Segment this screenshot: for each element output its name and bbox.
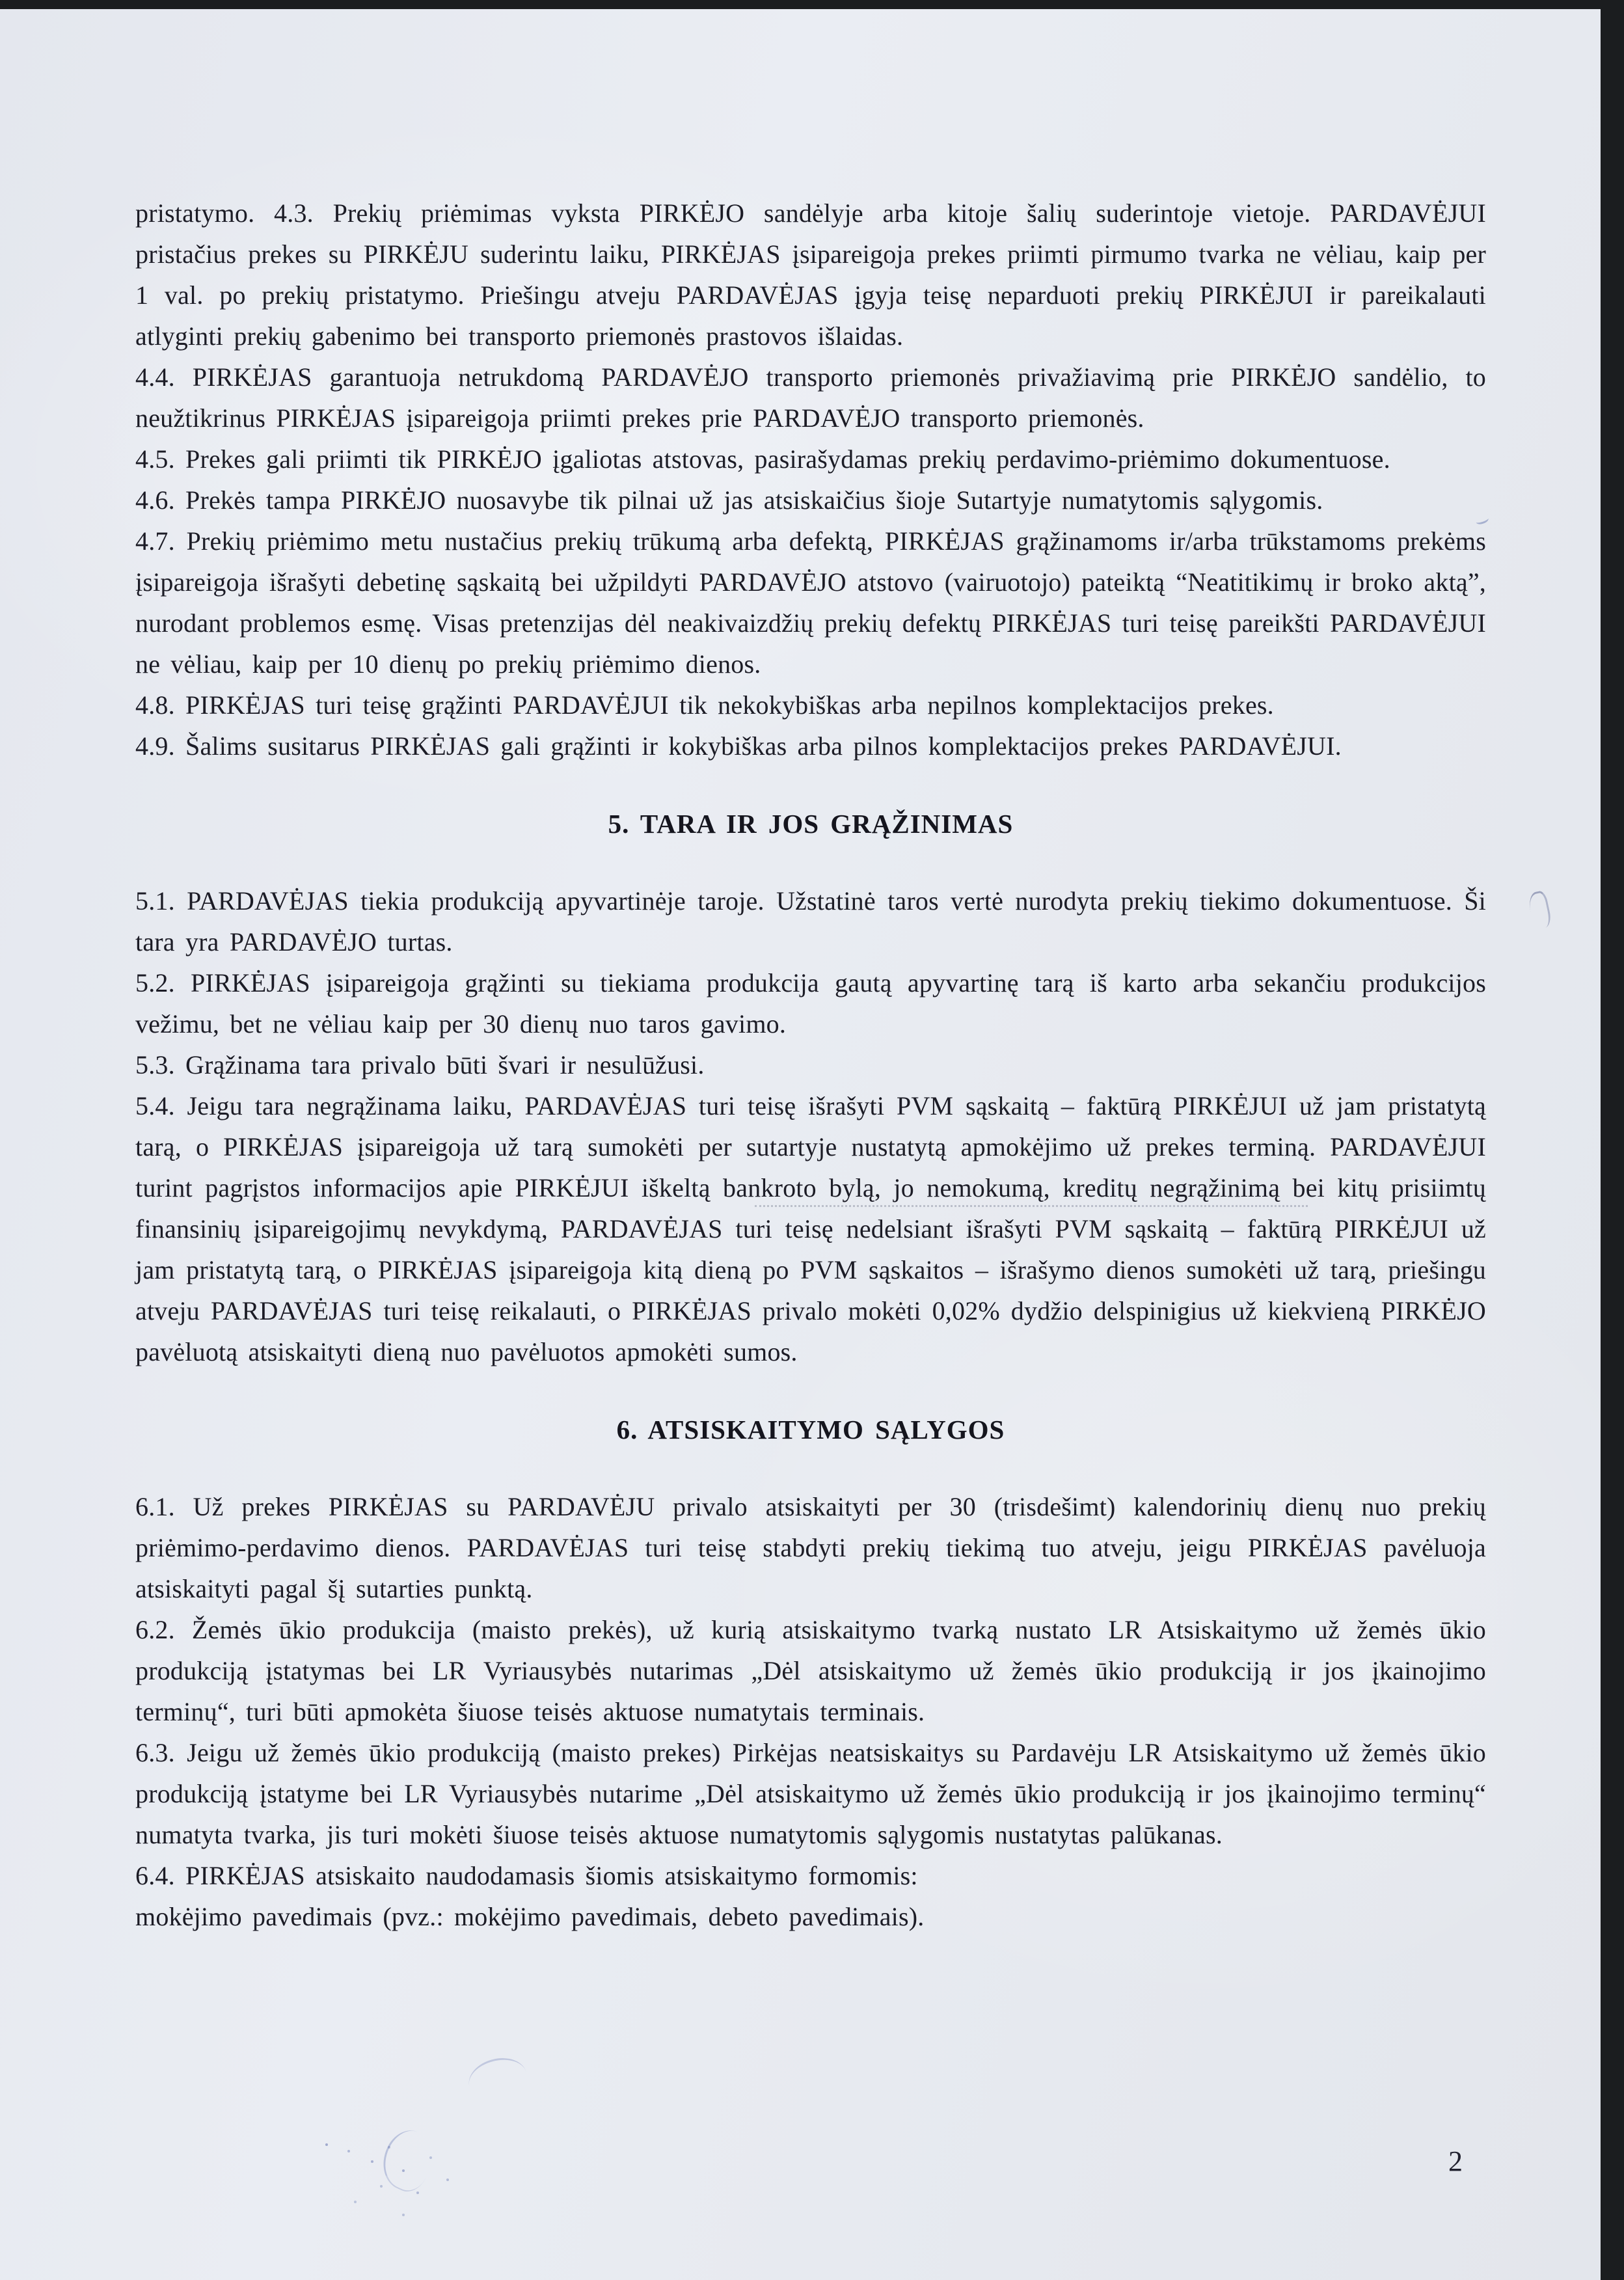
ink-smudge-bottom-left: [286, 2104, 534, 2234]
clause-4-4: 4.4. PIRKĖJAS garantuoja netrukdomą PARDAVĖJO transporto priemonės privažiavimą prie PIRKĖJO sandėlio, to neužtikrinus PIRKĖJAS įsipareigoja priimti prekes prie PARDAVĖJO transporto priemonės.: [135, 362, 1486, 433]
scanner-dots-artifact: [755, 1205, 1308, 1207]
clause-4-3: pristatymo. 4.3. Prekių priėmimas vyksta PIRKĖJO sandėlyje arba kitoje šalių suderintoje vietoje. PARDAVĖJUI pristačius prekes su PIRKĖJU suderintu laiku, PIRKĖJAS įsipareigoja prekes priimti pirmumo tvarka ne vėliau, kaip per 1 val. po prekių pristatymo. Priešingu atveju PARDAVĖJAS įgyja teisę neparduoti prekių PIRKĖJUI ir pareikalauti atlyginti prekių gabenimo bei transporto priemonės prastovos išlaidas.: [135, 198, 1486, 351]
clause-5-1: 5.1. PARDAVĖJAS tiekia produkciją apyvartinėje taroje. Užstatinė taros vertė nurodyta prekių tiekimo dokumentuose. Ši tara yra PARDAVĖJO turtas.: [135, 886, 1486, 957]
ink-smudge-arc: [465, 2052, 532, 2106]
clause-6-1: 6.1. Už prekes PIRKĖJAS su PARDAVĖJU privalo atsiskaityti per 30 (trisdešimt) kalendorinių dienų nuo prekių priėmimo-perdavimo dienos. PARDAVĖJAS turi teisę stabdyti prekių tiekimą tuo atveju, jeigu PIRKĖJAS pavėluoja atsiskaityti pagal šį sutarties punktą.: [135, 1492, 1486, 1603]
payment-methods-line: mokėjimo pavedimais (pvz.: mokėjimo pavedimais, debeto pavedimais).: [135, 1902, 925, 1931]
clause-4-8: 4.8. PIRKĖJAS turi teisę grąžinti PARDAVĖJUI tik nekokybiškas arba nepilnos komplektacijos prekes.: [135, 690, 1274, 720]
section-6-heading: 6. ATSISKAITYMO SĄLYGOS: [616, 1415, 1005, 1445]
clause-6-3: 6.3. Jeigu už žemės ūkio produkciją (maisto prekes) Pirkėjas neatsiskaitys su Pardavėju LR Atsiskaitymo už žemės ūkio produkciją įstatyme bei LR Vyriausybės nutarime „Dėl atsiskaitymo už žemės ūkio produkciją ir jos įkainojimo terminų“ numatyta tvarka, jis turi mokėti šiuose teisės aktuose numatytomis sąlygomis nustatytas palūkanas.: [135, 1738, 1486, 1849]
clause-4-6: 4.6. Prekės tampa PIRKĖJO nuosavybe tik pilnai už jas atsiskaičius šioje Sutartyje numatytomis sąlygomis.: [135, 485, 1323, 515]
page-number: 2: [1448, 2145, 1463, 2177]
ink-smudge-specks: [325, 2143, 328, 2146]
contract-text-block: [135, 193, 1486, 1937]
clause-5-4: 5.4. Jeigu tara negrąžinama laiku, PARDAVĖJAS turi teisę išrašyti PVM sąskaitą – faktūrą PIRKĖJUI už jam pristatytą tarą, o PIRKĖJAS įsipareigoja už tarą sumokėti per sutartyje nustatytą apmokėjimo už prekes terminą. PARDAVĖJUI turint pagrįstos informacijos apie PIRKĖJUI iškeltą bankroto bylą, jo nemokumą, kreditų negrąžinimą bei kitų prisiimtų finansinių įsipareigojimų nevykdymą, PARDAVĖJAS turi teisę nedelsiant išrašyti PVM sąskaitą – faktūrą PIRKĖJUI už jam pristatytą tarą, o PIRKĖJAS įsipareigoja kitą dieną po PVM sąskaitos – išrašymo dienos sumokėti už tarą, priešingu atveju PARDAVĖJAS turi teisę reikalauti, o PIRKĖJAS privalo mokėti 0,02% dydžio delspinigius už kiekvieną PIRKĖJO pavėluotą atsiskaityti dieną nuo pavėluotos apmokėti sumos.: [135, 1091, 1486, 1366]
clause-6-4: 6.4. PIRKĖJAS atsiskaito naudodamasis šiomis atsiskaitymo formomis:: [135, 1861, 918, 1890]
clause-6-2: 6.2. Žemės ūkio produkcija (maisto prekės), už kurią atsiskaitymo tvarką nustato LR Atsiskaitymo už žemės ūkio produkciją įstatymas bei LR Vyriausybės nutarimas „Dėl atsiskaitymo už žemės ūkio produkciją ir jos įkainojimo terminų“, turi būti apmokėta šiuose teisės aktuose numatytais terminais.: [135, 1615, 1486, 1726]
clause-4-9: 4.9. Šalims susitarus PIRKĖJAS gali grąžinti ir kokybiškas arba pilnos komplektacijos prekes PARDAVĖJUI.: [135, 731, 1342, 761]
paper-sheet: [0, 9, 1601, 2280]
clause-5-3: 5.3. Grąžinama tara privalo būti švari ir nesulūžusi.: [135, 1050, 705, 1079]
pen-squiggle-mark: [1526, 890, 1552, 930]
clause-4-7: 4.7. Prekių priėmimo metu nustačius prekių trūkumą arba defektą, PIRKĖJAS grąžinamoms ir/arba trūkstamoms prekėms įsipareigoja išrašyti debetinę sąskaitą bei užpildyti PARDAVĖJO atstovo (vairuotojo) pateiktą “Neatitikimų ir broko aktą”, nurodant problemos esmę. Visas pretenzijas dėl neakivaizdžių prekių defektų PIRKĖJAS turi teisę pareikšti PARDAVĖJUI ne vėliau, kaip per 10 dienų po prekių priėmimo dienos.: [135, 526, 1486, 679]
clause-5-2: 5.2. PIRKĖJAS įsipareigoja grąžinti su tiekiama produkcija gautą apyvartinę tarą iš karto arba sekančiu produkcijos vežimu, bet ne vėliau kaip per 30 dienų nuo taros gavimo.: [135, 968, 1486, 1038]
clause-4-5: 4.5. Prekes gali priimti tik PIRKĖJO įgaliotas atstovas, pasirašydamas prekių perdavimo-priėmimo dokumentuose.: [135, 444, 1390, 474]
ink-smudge-arc: [373, 2123, 441, 2197]
section-5-heading: 5. TARA IR JOS GRĄŽINIMAS: [608, 809, 1014, 839]
